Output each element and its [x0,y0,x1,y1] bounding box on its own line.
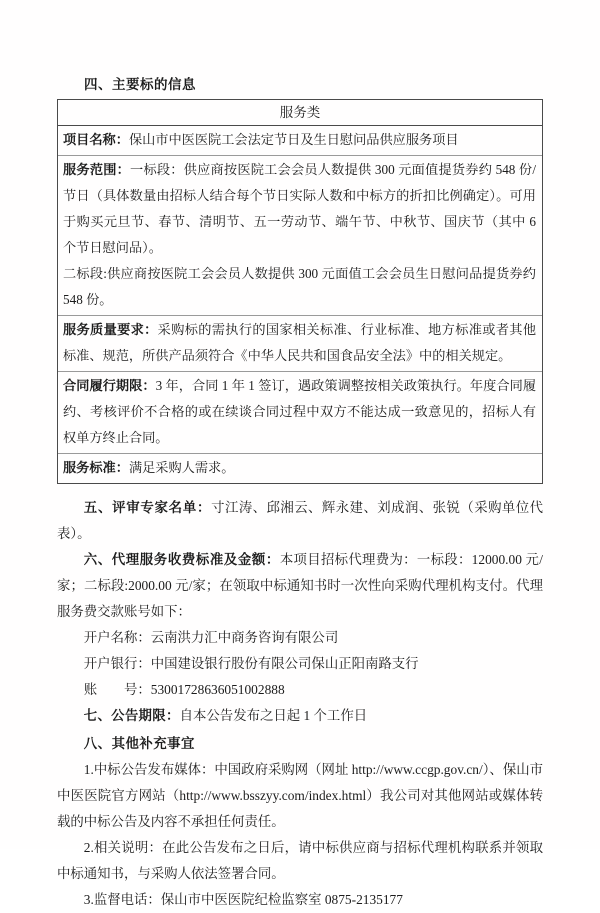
bank-account-name-line [57,625,543,651]
row-text-second-lot: 二标段:供应商按医院工会会员人数提供 300 元面值工会会员生日慰问品提货券约 548 份。 [63,266,536,307]
row-text: 一标段：供应商按医院工会会员人数提供 300 元面值提货券约 548 份/节日（具体数量由招标人结合每个节日实际人数和中标方的折扣比例确定）。可用于购买元旦节、春节、清明节、五一劳动节、端午节、中秋节、国庆节（其中 6 个节日慰问品）。 [63,162,536,255]
table-header-service-category: 服务类 [58,100,542,126]
section5-expert-list [57,495,543,547]
section7-text: 自本公告发布之日起 1 个工作日 [179,708,368,723]
account-name-label: 开户名称： [83,630,151,645]
section6-text: 本项目招标代理费为：一标段：12000.00 元/家；二标段:2000.00 元/家；在领取中标通知书时一次性向采购代理机构支付。代理服务费交款账号如下： [57,552,543,619]
section8-item2-instructions: 2.相关说明：在此公告发布之日后，请中标供应商与招标代理机构联系并领取中标通知书，与采购人依法签署合同。 [57,840,543,881]
section8-item3-supervision-phone: 3.监督电话：保山市中医医院纪检监察室 0875-2135177 [83,892,403,907]
row-label: 服务质量要求： [63,322,158,337]
section4-heading: 四、主要标的信息 [84,77,196,92]
main-subject-table [57,99,543,484]
section6-heading: 六、代理服务收费标准及金额： [83,552,280,567]
section7-announcement-period [57,703,543,729]
table-row-service-scope [58,155,542,315]
account-number-value: 53001728636051002888 [150,682,285,697]
row-label: 项目名称： [63,132,129,147]
section8-heading: 八、其他补充事宜 [83,736,195,751]
table-row-contract-period [58,371,542,453]
account-name-value: 云南洪力汇中商务咨询有限公司 [150,630,339,645]
section5-heading: 五、评审专家名单： [83,500,212,515]
table-row-project-name [58,126,542,155]
table-row-quality-requirements [58,315,542,371]
section6-agency-fee [57,547,543,625]
row-label: 服务范围： [63,162,131,177]
section5-text: 寸江涛、邱湘云、辉永建、刘成润、张锐（采购单位代表）。 [57,500,543,541]
section8-item1-media: 1.中标公告发布媒体：中国政府采购网（网址 http://www.ccgp.gov.cn/）、保山市中医医院官方网站（http://www.bsszyy.com/index.html）我公司对其他网站或媒体转载的中标公告及内容不承担任何责任。 [57,762,543,829]
bank-name-value: 中国建设银行股份有限公司保山正阳南路支行 [150,656,419,671]
section7-heading: 七、公告期限： [83,708,180,723]
account-number-label: 账 号： [83,682,151,697]
row-text: 保山市中医医院工会法定节日及生日慰问品供应服务项目 [128,132,459,147]
bank-name-line [57,651,543,677]
row-text: 满足采购人需求。 [128,460,235,475]
bank-name-label: 开户银行： [83,656,151,671]
table-row-service-standard [58,453,542,483]
row-text: 采购标的需执行的国家相关标准、行业标准、地方标准或者其他标准、规范，所供产品须符合《中华人民共和国食品安全法》中的相关规定。 [63,322,537,363]
body-sections [57,495,543,913]
row-label: 服务标准： [63,460,129,475]
page-content [57,74,543,913]
bank-account-number-line [57,677,543,703]
row-label: 合同履行期限： [63,378,156,393]
row-text: 3 年，合同 1 年 1 签订，遇政策调整按相关政策执行。年度合同履约、考核评价不合格的或在续谈合同过程中双方不能达成一致意见的，招标人有权单方终止合同。 [63,378,537,445]
